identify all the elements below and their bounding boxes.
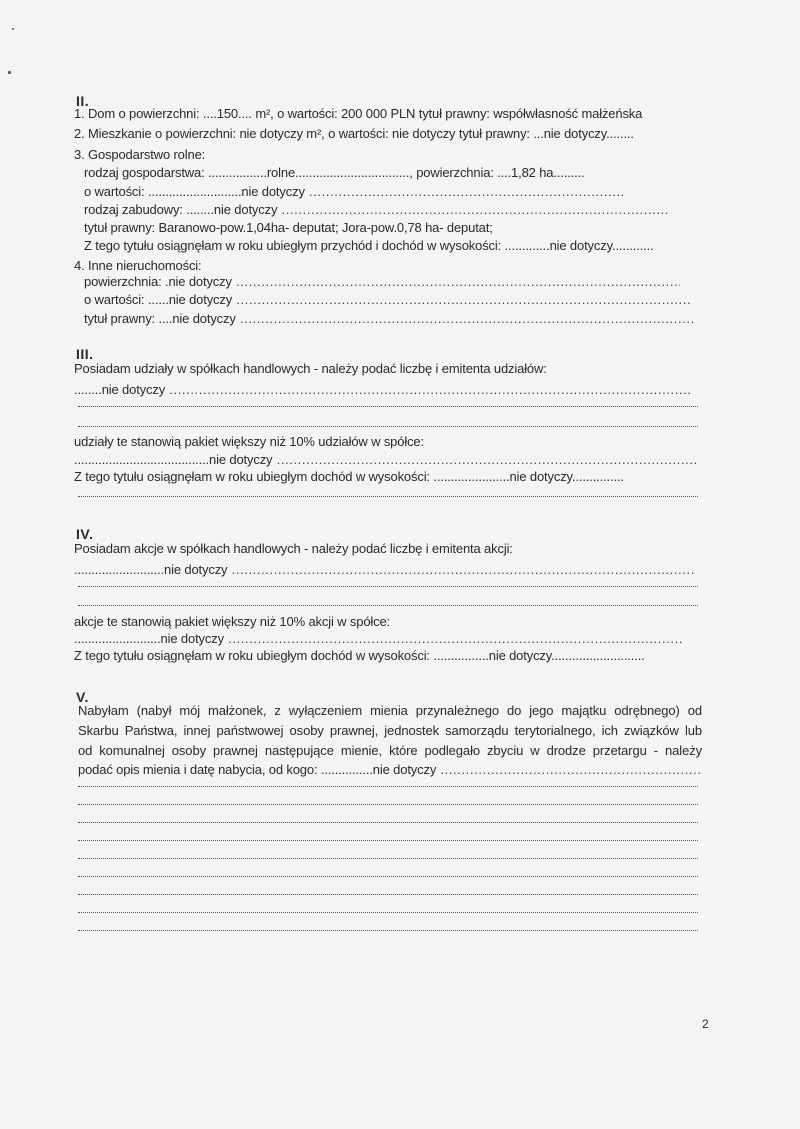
section-v-heading: V.: [76, 689, 89, 705]
farm-type-line: rodzaj gospodarstwa: .................rolne................................., powierzchnia: ....1,82 ha.........: [84, 165, 585, 180]
blank-line: [78, 858, 698, 859]
farm-title-line: tytuł prawny: Baranowo-pow.1,04ha- deputat; Jora-pow.0,78 ha- deputat;: [84, 220, 493, 235]
other-title-line: tytuł prawny: ....nie dotyczy .....: [84, 311, 694, 326]
blank-line: [78, 496, 698, 497]
other-value-line: o wartości: ......nie dotyczy .....: [84, 292, 690, 307]
stocks-package-answer: .........................nie dotyczy .....: [74, 631, 684, 646]
shares-intro: Posiadam udziały w spółkach handlowych - należy podać liczbę i emitenta udziałów:: [74, 361, 547, 376]
stocks-package-line: akcje te stanowią pakiet większy niż 10% akcji w spółce:: [74, 614, 391, 629]
acquisition-text-line: od komunalnej osoby prawnej następujące mienie, które podlegało zbyciu w drodze przetargu - należy: [78, 743, 702, 758]
blank-line: [78, 406, 698, 407]
farm-buildings-line: rodzaj zabudowy: ........nie dotyczy .....: [84, 202, 670, 217]
page-number: 2: [702, 1017, 709, 1031]
blank-line: [78, 786, 698, 787]
blank-line: [78, 876, 698, 877]
blank-line: [78, 912, 698, 913]
shares-package-line: udziały te stanowią pakiet większy niż 10% udziałów w spółce:: [74, 434, 424, 449]
blank-line: [78, 930, 698, 931]
blank-line: [78, 822, 698, 823]
blank-line: [78, 840, 698, 841]
acquisition-answer: podać opis mienia i datę nabycia, od kogo: ...............nie dotyczy .....: [78, 762, 702, 777]
shares-answer: ........nie dotyczy .....: [74, 382, 692, 397]
blank-line: [78, 426, 698, 427]
acquisition-text-line: Skarbu Państwa, innej państwowej osoby prawnej, jednostek samorządu terytorialnego, ich związków lub: [78, 723, 702, 738]
shares-package-answer: .......................................nie dotyczy .....: [74, 452, 696, 467]
stocks-answer: ..........................nie dotyczy .....: [74, 562, 696, 577]
section-ii-heading: II.: [76, 93, 90, 109]
blank-line: [78, 894, 698, 895]
scan-speck: [8, 71, 11, 74]
blank-line: [78, 605, 698, 606]
farm-income-line: Z tego tytułu osiągnęłam w roku ubiegłym przychód i dochód w wysokości: .............nie dotyczy............: [84, 238, 654, 253]
other-property-heading: 4. Inne nieruchomości:: [74, 258, 202, 273]
scan-speck: [12, 28, 14, 30]
section-iii-heading: III.: [76, 346, 94, 362]
blank-line: [78, 586, 698, 587]
farm-heading: 3. Gospodarstwo rolne:: [74, 147, 206, 162]
section-iv-heading: IV.: [76, 526, 94, 542]
other-area-line: powierzchnia: .nie dotyczy .....: [84, 274, 680, 289]
stocks-intro: Posiadam akcje w spółkach handlowych - należy podać liczbę i emitenta akcji:: [74, 541, 513, 556]
farm-value-line: o wartości: ...........................nie dotyczy .....: [84, 184, 624, 199]
stocks-income-line: Z tego tytułu osiągnęłam w roku ubiegłym dochód w wysokości: ................nie dotyczy...........................: [74, 648, 645, 663]
house-line: 1. Dom o powierzchni: ....150.... m², o wartości: 200 000 PLN tytuł prawny: współwłasność małżeńska: [74, 106, 643, 121]
acquisition-text-line: Nabyłam (nabył mój małżonek, z wyłączeniem mienia przynależnego do jego majątku odrębnego) od: [78, 703, 702, 718]
shares-income-line: Z tego tytułu osiągnęłam w roku ubiegłym dochód w wysokości: ......................nie dotyczy...............: [74, 469, 624, 484]
apartment-line: 2. Mieszkanie o powierzchni: nie dotyczy m², o wartości: nie dotyczy tytuł prawny: ...nie dotyczy........: [74, 126, 634, 141]
blank-line: [78, 804, 698, 805]
